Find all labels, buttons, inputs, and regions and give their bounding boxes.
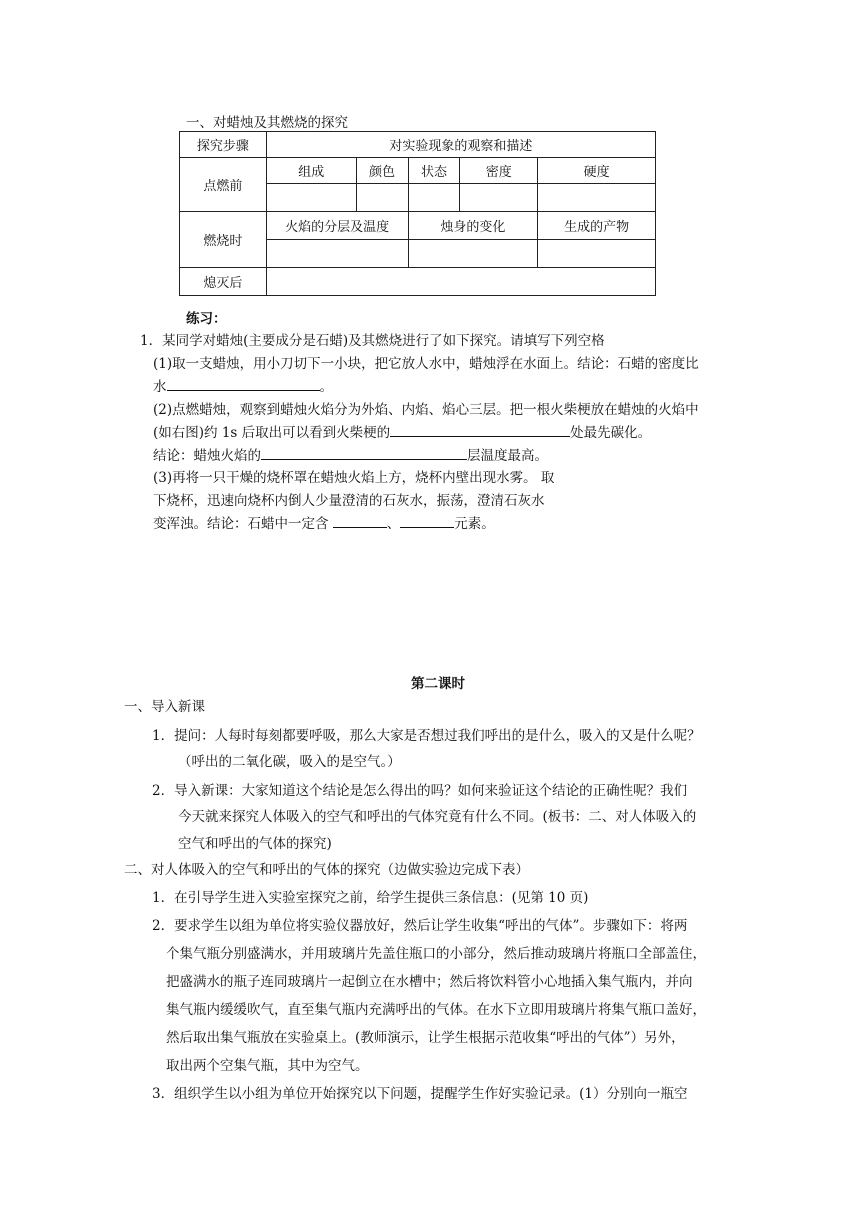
lesson-title: 第二课时 [411, 676, 465, 692]
col-state: 状态 [408, 158, 460, 184]
cell-blank [356, 184, 408, 212]
answer-blank[interactable] [261, 445, 467, 460]
question-1-part-3-line-3: 变浑浊。结论：石蜡中一定含 、 元素。 [153, 512, 495, 532]
list-item-1-cont: （呼出的二氧化碳，吸入的是空气。） [178, 754, 401, 770]
list-item-j2-cont: 把盛满水的瓶子连同玻璃片一起倒立在水槽中；然后将饮料管小心地插入集气瓶内，并向 [166, 974, 693, 990]
question-1-part-2: (2)点燃蜡烛，观察到蜡烛火焰分为外焰、内焰、焰心三层。把一根火柴梗放在蜡烛的火焰中 [153, 402, 699, 418]
cell-blank [408, 240, 538, 268]
answer-blank[interactable] [333, 513, 387, 528]
cell-blank [538, 184, 656, 212]
cell-blank [266, 184, 356, 212]
list-item-j2-cont: 集气瓶内缓缓吹气，直至集气瓶内充满呼出的气体。在水下立即用玻璃片将集气瓶口盖好， [166, 1002, 706, 1018]
cell-blank [408, 184, 460, 212]
col-color: 颜色 [356, 158, 408, 184]
cell-blank [266, 240, 408, 268]
list-item-j3: 3．组织学生以小组为单位开始探究以下问题，提醒学生作好实验记录。(1）分别向一瓶空 [152, 1086, 688, 1102]
col-flame-layers: 火焰的分层及温度 [266, 212, 408, 240]
row-after-label: 熄灭后 [180, 268, 267, 296]
list-item-j2: 2．要求学生以组为单位将实验仪器放好，然后让学生收集“呼出的气体”。步骤如下：将两 [152, 918, 688, 934]
answer-blank[interactable] [400, 513, 454, 528]
question-1-part-1: (1)取一支蜡烛，用小刀切下一小块，把它放人水中，蜡烛浮在水面上。结论：石蜡的密度比 [153, 356, 699, 372]
cell-blank [460, 184, 538, 212]
list-item-2-cont: 空气和呼出的气体的探究) [178, 836, 332, 852]
question-1-part-3: (3)再将一只干燥的烧杯罩在蜡烛火焰上方，烧杯内壁出现水雾。 取 [153, 470, 555, 486]
question-1: 1．某同学对蜡烛(主要成分是石蜡)及其燃烧进行了如下探究。请填写下列空格 [140, 333, 605, 349]
list-item-2: 2．导入新课：大家知道这个结论是怎么得出的吗？如何来验证这个结论的正确性呢？我们 [152, 783, 688, 799]
item-number: 3． [152, 1086, 175, 1102]
col-composition: 组成 [266, 158, 356, 184]
answer-blank[interactable] [167, 376, 320, 391]
experiment-table [179, 131, 656, 296]
answer-blank[interactable] [390, 422, 570, 437]
item-number: 2． [152, 783, 175, 799]
list-item-2-cont: 今天就来探究人体吸入的空气和呼出的气体究竟有什么不同。(板书：二、对人体吸入的 [178, 809, 697, 825]
section-heading-2: 二、对人体吸入的空气和呼出的气体的探究（边做实验边完成下表） [124, 862, 529, 878]
header-steps: 探究步骤 [180, 132, 267, 158]
list-item-j1: 1．在引导学生进入实验室探究之前，给学生提供三条信息：(见第 10 页) [152, 890, 589, 906]
list-item-j2-cont: 然后取出集气瓶放在实验桌上。(教师演示，让学生根据示范收集“呼出的气体”）另外， [166, 1030, 685, 1046]
col-density: 密度 [460, 158, 538, 184]
cell-blank [266, 268, 655, 296]
list-item-j2-cont: 个集气瓶分别盛满水，并用玻璃片先盖住瓶口的小部分，然后推动玻璃片将瓶口全部盖住， [166, 946, 706, 962]
list-item-j2-cont: 取出两个空集气瓶，其中为空气。 [166, 1058, 369, 1074]
section-title: 一、对蜡烛及其燃烧的探究 [186, 115, 348, 131]
cell-blank [538, 240, 656, 268]
question-1-part-2-blank-line: (如右图)约 1s 后取出可以看到火柴梗的 处最先碳化。 [153, 421, 651, 441]
col-products: 生成的产物 [538, 212, 656, 240]
section-heading-1: 一、导入新课 [124, 699, 205, 715]
question-1-part-1-blank-line: 水 。 [153, 375, 333, 395]
practice-label: 练习： [186, 311, 227, 327]
header-observation: 对实验现象的观察和描述 [266, 132, 655, 158]
list-item-1: 1．提问：人每时每刻都要呼吸，那么大家是否想过我们呼出的是什么，吸入的又是什么呢？ [152, 728, 701, 744]
col-hardness: 硬度 [538, 158, 656, 184]
col-candle-change: 烛身的变化 [408, 212, 538, 240]
row-during-label: 燃烧时 [180, 212, 267, 268]
row-before-label: 点燃前 [180, 158, 267, 212]
item-number: 1． [152, 728, 175, 744]
question-1-part-3-line-2: 下烧杯，迅速向烧杯内倒人少量澄清的石灰水，振荡，澄清石灰水 [153, 493, 545, 509]
question-1-part-2-conclusion: 结论：蜡烛火焰的 层温度最高。 [153, 444, 548, 464]
